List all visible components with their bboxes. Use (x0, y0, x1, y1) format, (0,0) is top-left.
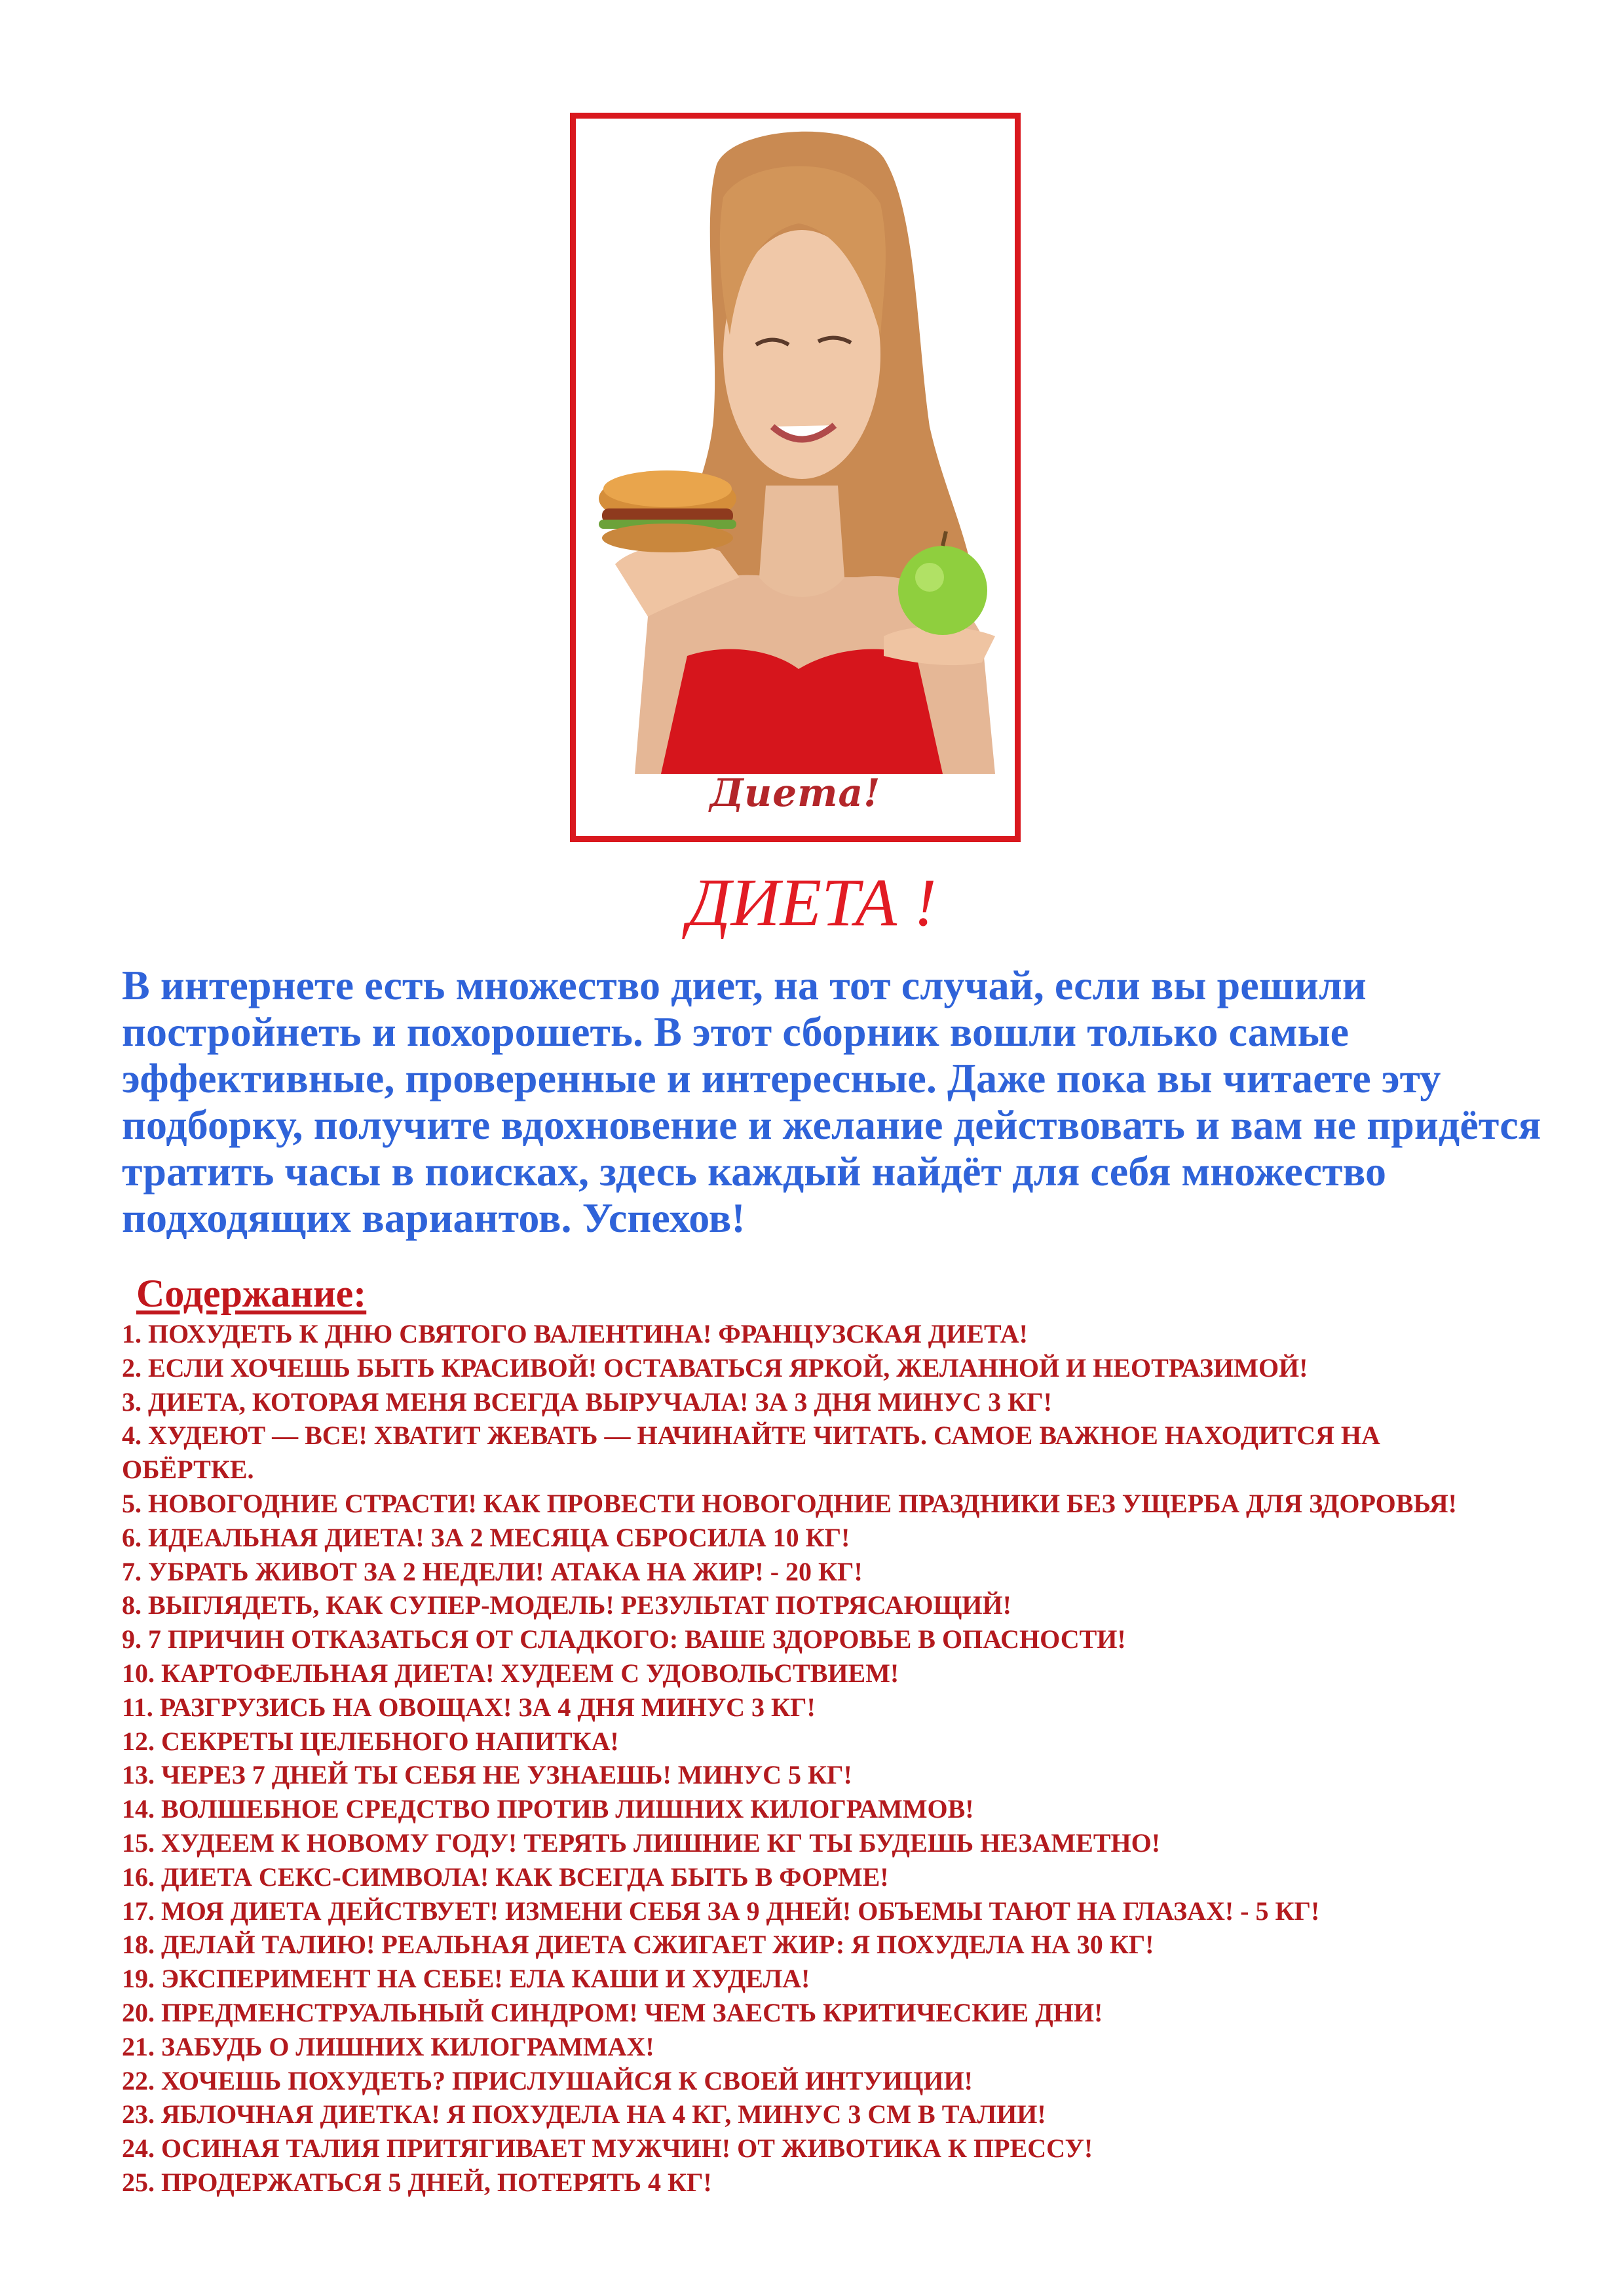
toc-item: 4. ХУДЕЮТ — ВСЕ! ХВАТИТ ЖЕВАТЬ — НАЧИНАЙТЕ ЧИТАТЬ. САМОЕ ВАЖНОЕ НАХОДИТСЯ НА ОБЁРТКЕ. (122, 1421, 1380, 1485)
cover-image-frame (570, 113, 1021, 842)
toc-item: 7. УБРАТЬ ЖИВОТ ЗА 2 НЕДЕЛИ! АТАКА НА ЖИР! - 20 КГ! (122, 1556, 863, 1586)
toc-item: 8. ВЫГЛЯДЕТЬ, КАК СУПЕР-МОДЕЛЬ! РЕЗУЛЬТАТ ПОТРЯСАЮЩИЙ! (122, 1590, 1011, 1620)
toc-item: 11. РАЗГРУЗИСЬ НА ОВОЩАХ! ЗА 4 ДНЯ МИНУС 3 КГ! (122, 1692, 816, 1722)
toc-item: 9. 7 ПРИЧИН ОТКАЗАТЬСЯ ОТ СЛАДКОГО: ВАШЕ ЗДОРОВЬЕ В ОПАСНОСТИ! (122, 1624, 1126, 1655)
toc-item: 3. ДИЕТА, КОТОРАЯ МЕНЯ ВСЕГДА ВЫРУЧАЛА! ЗА 3 ДНЯ МИНУС 3 КГ! (122, 1387, 1052, 1417)
toc-item: 20. ПРЕДМЕНСТРУАЛЬНЫЙ СИНДРОМ! ЧЕМ ЗАЕСТЬ КРИТИЧЕСКИЕ ДНИ! (122, 1997, 1103, 2027)
toc-item: 13. ЧЕРЕЗ 7 ДНЕЙ ТЫ СЕБЯ НЕ УЗНАЕШЬ! МИНУС 5 КГ! (122, 1760, 852, 1790)
toc-item: 12. СЕКРЕТЫ ЦЕЛЕБНОГО НАПИТКА! (122, 1726, 619, 1756)
toc-item: 1. ПОХУДЕТЬ К ДНЮ СВЯТОГО ВАЛЕНТИНА! ФРАНЦУЗСКАЯ ДИЕТА! (122, 1319, 1028, 1349)
toc-list (122, 1317, 1511, 2200)
toc-item: 5. НОВОГОДНИЕ СТРАСТИ! КАК ПРОВЕСТИ НОВОГОДНИЕ ПРАЗДНИКИ БЕЗ УЩЕРБА ДЛЯ ЗДОРОВЬЯ! (122, 1488, 1457, 1518)
toc-item: 2. ЕСЛИ ХОЧЕШЬ БЫТЬ КРАСИВОЙ! ОСТАВАТЬСЯ ЯРКОЙ, ЖЕЛАННОЙ И НЕОТРАЗИМОЙ! (122, 1352, 1308, 1383)
toc-item: 16. ДИЕТА СЕКС-СИМВОЛА! КАК ВСЕГДА БЫТЬ В ФОРМЕ! (122, 1862, 889, 1892)
toc-item: 15. ХУДЕЕМ К НОВОМУ ГОДУ! ТЕРЯТЬ ЛИШНИЕ КГ ТЫ БУДЕШЬ НЕЗАМЕТНО! (122, 1827, 1161, 1858)
toc-item: 17. МОЯ ДИЕТА ДЕЙСТВУЕТ! ИЗМЕНИ СЕБЯ ЗА 9 ДНЕЙ! ОБЪЕМЫ ТАЮТ НА ГЛАЗАХ! - 5 КГ! (122, 1896, 1320, 1926)
toc-item: 22. ХОЧЕШЬ ПОХУДЕТЬ? ПРИСЛУШАЙСЯ К СВОЕЙ ИНТУИЦИИ! (122, 2065, 973, 2095)
cover-photo-illustration (576, 119, 1015, 836)
toc-item: 14. ВОЛШЕБНОЕ СРЕДСТВО ПРОТИВ ЛИШНИХ КИЛОГРАММОВ! (122, 1794, 974, 1824)
toc-item: 19. ЭКСПЕРИМЕНТ НА СЕБЕ! ЕЛА КАШИ И ХУДЕЛА! (122, 1964, 810, 1994)
toc-item: 6. ИДЕАЛЬНАЯ ДИЕТА! ЗА 2 МЕСЯЦА СБРОСИЛА 10 КГ! (122, 1522, 850, 1552)
toc-heading: Содержание: (136, 1272, 367, 1315)
toc-item: 23. ЯБЛОЧНАЯ ДИЕТКА! Я ПОХУДЕЛА НА 4 КГ, МИНУС 3 СМ В ТАЛИИ! (122, 2099, 1046, 2130)
intro-paragraph: В интернете есть множество диет, на тот случай, если вы решили постройнеть и похорошеть. В этот сборник вошли только самые эффективные, проверенные и интересные. Даже пока вы читаете эту подборку, получите вдохновение и желание действовать и вам не придётся тратить часы в поисках, здесь каждый найдёт для себя множество подходящих вариантов. Успехов! (122, 962, 1541, 1241)
toc-item: 10. КАРТОФЕЛЬНАЯ ДИЕТА! ХУДЕЕМ С УДОВОЛЬСТВИЕМ! (122, 1658, 899, 1688)
cover-caption: Диета! (709, 771, 881, 815)
toc-item: 18. ДЕЛАЙ ТАЛИЮ! РЕАЛЬНАЯ ДИЕТА СЖИГАЕТ ЖИР: Я ПОХУДЕЛА НА 30 КГ! (122, 1930, 1154, 1960)
toc-item: 21. ЗАБУДЬ О ЛИШНИХ КИЛОГРАММАХ! (122, 2031, 654, 2061)
toc-item: 25. ПРОДЕРЖАТЬСЯ 5 ДНЕЙ, ПОТЕРЯТЬ 4 КГ! (122, 2167, 712, 2197)
toc-item: 24. ОСИНАЯ ТАЛИЯ ПРИТЯГИВАЕТ МУЖЧИН! ОТ ЖИВОТИКА К ПРЕССУ! (122, 2133, 1093, 2164)
page-title: ДИЕТА ! (687, 865, 937, 940)
